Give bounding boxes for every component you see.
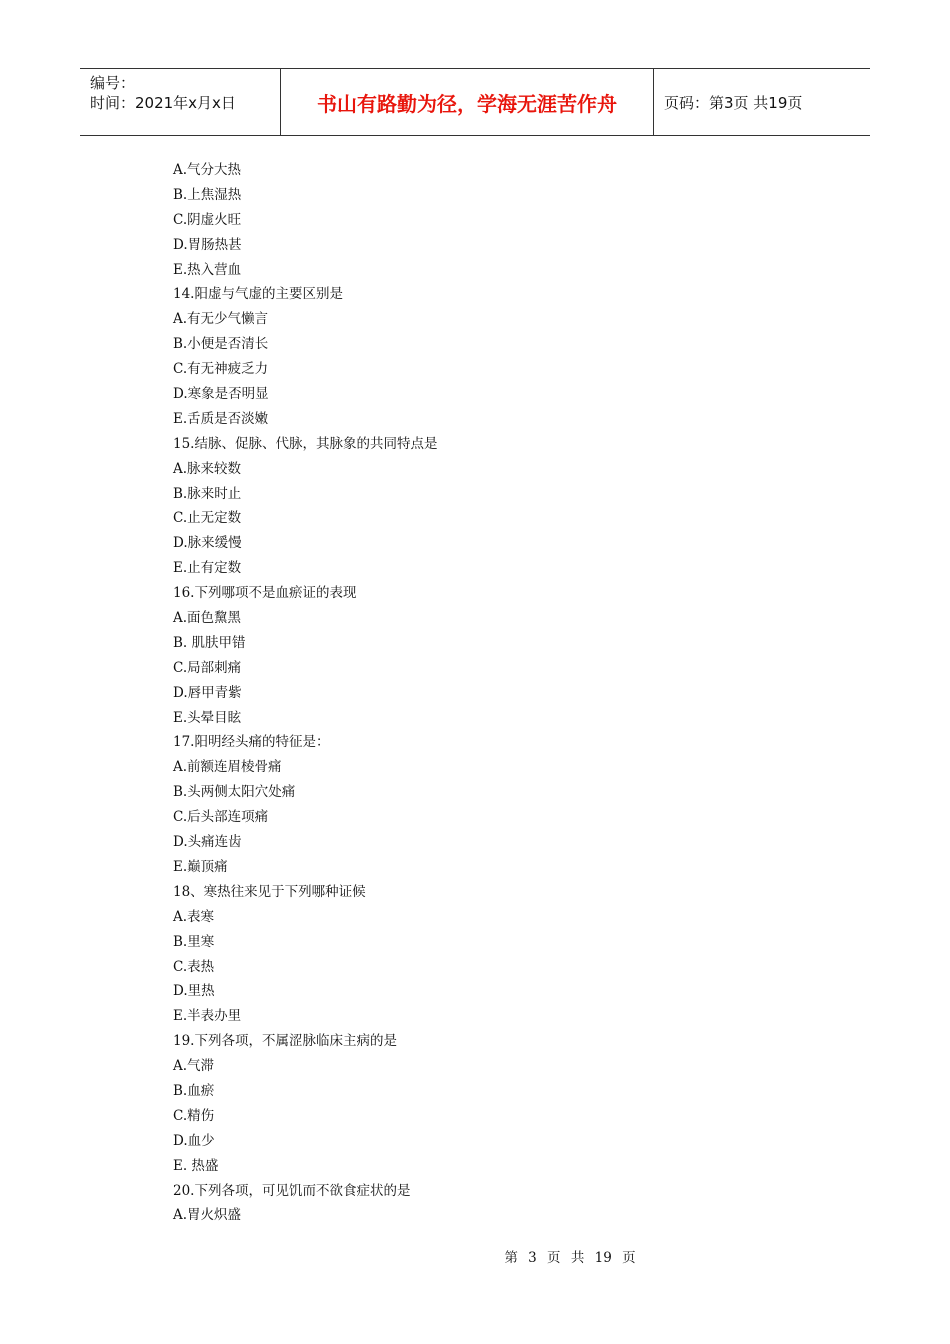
text-line: C.止无定数 [173,510,242,527]
text-line: A.前额连眉棱骨痛 [173,759,282,776]
text-line: C.后头部连项痛 [173,809,269,826]
text-line: B. 肌肤甲错 [173,634,246,651]
text-line: E.巅顶痛 [173,858,228,875]
text-line: E.舌质是否淡嫩 [173,410,269,427]
header-meta [80,69,281,135]
text-line: 18、寒热往来见于下列哪种证候 [173,883,366,900]
document-date-label: 时间：2021年x月x日 [90,94,236,112]
text-line: B.小便是否清长 [173,336,269,353]
text-line: A.面色黧黑 [173,610,242,627]
document-number-label: 编号： [90,74,136,92]
text-line: C.精伤 [173,1107,215,1124]
text-line: A.表寒 [173,908,215,925]
text-line: C.局部刺痛 [173,659,242,676]
page-footer: 第 3 页 共 19 页 [504,1250,636,1266]
text-line: D.胃肠热甚 [173,236,242,253]
text-line: 20.下列各项，可见饥而不欲食症状的是 [173,1182,411,1199]
text-line: B.上焦湿热 [173,186,242,203]
document-body [173,158,813,1228]
text-line: 19.下列各项，不属涩脉临床主病的是 [173,1033,397,1050]
text-line: D.血少 [173,1132,215,1149]
text-line: E.头晕目眩 [173,709,242,726]
text-line: 17.阳明经头痛的特征是： [173,734,330,751]
text-line: D.头痛连齿 [173,834,242,851]
text-line: B.头两侧太阳穴处痛 [173,784,296,801]
text-line: 16.下列哪项不是血瘀证的表现 [173,585,357,602]
text-line: E.半表办里 [173,1008,242,1025]
text-line: C.表热 [173,958,215,975]
text-line: B.脉来时止 [173,485,242,502]
text-line: A.脉来较数 [173,460,242,477]
header-motto: 书山有路勤为径，学海无涯苦作舟 [281,69,654,135]
text-line: E.止有定数 [173,560,242,577]
text-line: A.有无少气懒言 [173,311,269,328]
text-line: E.热入营血 [173,261,242,278]
text-line: C.有无神疲乏力 [173,361,269,378]
text-line: C.阴虚火旺 [173,211,242,228]
text-line: A.胃火炽盛 [173,1207,242,1224]
text-line: 15.结脉、促脉、代脉，其脉象的共同特点是 [173,435,438,452]
text-line: A.气滞 [173,1058,215,1075]
text-line: D.里热 [173,983,215,1000]
text-line: B.血瘀 [173,1082,215,1099]
text-line: D.寒象是否明显 [173,386,269,403]
text-line: E. 热盛 [173,1157,219,1174]
text-line: B.里寒 [173,933,215,950]
page-header [80,68,870,136]
text-line: D.脉来缓慢 [173,535,242,552]
header-page-info: 页码：第3页 共19页 [664,93,803,112]
text-line: 14.阳虚与气虚的主要区别是 [173,286,343,303]
text-line: D.唇甲青紫 [173,684,242,701]
text-line: A.气分大热 [173,162,242,178]
